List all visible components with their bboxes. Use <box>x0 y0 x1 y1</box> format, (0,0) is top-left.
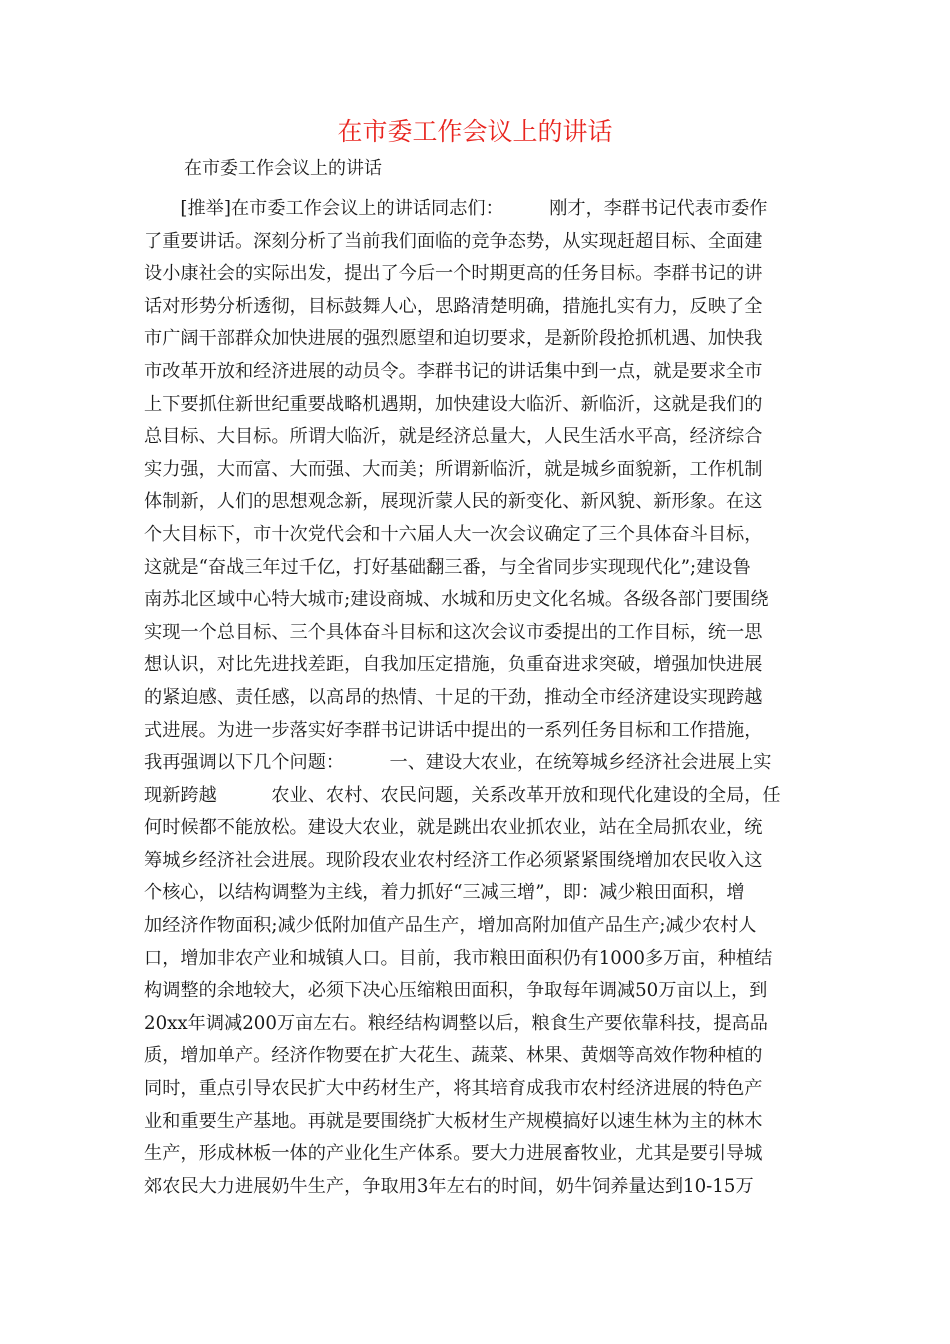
body-text-line: 业和重要生产基地。再就是要围绕扩大板材生产规模搞好以速生林为主的林木 <box>144 1110 763 1132</box>
body-text-line: 口，增加非农产业和城镇人口。目前，我市粮田面积仍有1000多万亩，种植结 <box>144 947 773 969</box>
body-text-line: 南苏北区域中心特大城市;建设商城、水城和历史文化名城。各级各部门要围绕 <box>144 589 769 611</box>
body-text-line: 上下要抓住新世纪重要战略机遇期，加快建设大临沂、新临沂，这就是我们的 <box>144 393 763 415</box>
body-text-line: 市改革开放和经济进展的动员令。李群书记的讲话集中到一点，就是要求全市 <box>144 360 763 382</box>
body-text-line: 式进展。为进一步落实好李群书记讲话中提出的一系列任务目标和工作措施， <box>144 719 763 741</box>
body-text-line: 20xx年调减200万亩左右。粮经结构调整以后，粮食生产要依靠科技，提高品 <box>144 1012 768 1034</box>
body-text-line: 个大目标下，市十次党代会和十六届人大一次会议确定了三个具体奋斗目标， <box>144 523 763 545</box>
body-text-line: 总目标、大目标。所谓大临沂，就是经济总量大，人民生活水平高，经济综合 <box>144 426 763 448</box>
body-text-line: 现新跨越 农业、农村、农民问题，关系改革开放和现代化建设的全局，任 <box>144 784 781 806</box>
body-text-line: 同时，重点引导农民扩大中药材生产，将其培育成我市农村经济进展的特色产 <box>144 1078 763 1100</box>
body-text-line: 实现一个总目标、三个具体奋斗目标和这次会议市委提出的工作目标，统一思 <box>144 621 763 643</box>
body-text-line: 加经济作物面积;减少低附加值产品生产，增加高附加值产品生产;减少农村人 <box>144 915 757 937</box>
body-text-line: 了重要讲话。深刻分析了当前我们面临的竞争态势，从实现赶超目标、全面建 <box>144 230 763 252</box>
body-text-line: 想认识，对比先进找差距，自我加压定措施，负重奋进求突破，增强加快进展 <box>144 654 763 676</box>
body-text-line: [推举]在市委工作会议上的讲话同志们： 刚才，李群书记代表市委作 <box>144 198 768 219</box>
body-text-line: 设小康社会的实际出发，提出了今后一个时期更高的任务目标。李群书记的讲 <box>144 263 763 285</box>
body-text-line: 何时候都不能放松。建设大农业，就是跳出农业抓农业，站在全局抓农业，统 <box>144 817 763 839</box>
body-text-line: 生产，形成林板一体的产业化生产体系。要大力进展畜牧业，尤其是要引导城 <box>144 1143 763 1165</box>
body-text-line: 这就是“奋战三年过千亿，打好基础翻三番，与全省同步实现现代化”;建设鲁 <box>144 556 751 578</box>
body-text-line: 筹城乡经济社会进展。现阶段农业农村经济工作必须紧紧围绕增加农民收入这 <box>144 849 763 871</box>
body-text-line: 话对形势分析透彻，目标鼓舞人心，思路清楚明确，措施扎实有力，反映了全 <box>144 295 763 317</box>
body-text-line: 实力强，大而富、大而强、大而美；所谓新临沂，就是城乡面貌新，工作机制 <box>144 458 763 480</box>
body-text-line: 质，增加单产。经济作物要在扩大花生、蔬菜、林果、黄烟等高效作物种植的 <box>144 1045 763 1067</box>
body-text-line: 构调整的余地较大，必须下决心压缩粮田面积，争取每年调减50万亩以上，到 <box>144 980 768 1002</box>
body-text-line: 我再强调以下几个问题： 一、建设大农业，在统筹城乡经济社会进展上实 <box>144 752 772 774</box>
body-text-line: 体制新，人们的思想观念新，展现沂蒙人民的新变化、新风貌、新形象。在这 <box>144 491 763 513</box>
body-text-line: 市广阔干部群众加快进展的强烈愿望和迫切要求，是新阶段抢抓机遇、加快我 <box>144 328 763 350</box>
document-title: 在市委工作会议上的讲话 <box>337 117 613 146</box>
body-text-line: 的紧迫感、责任感，以高昂的热情、十足的干劲，推动全市经济建设实现跨越 <box>144 686 763 708</box>
body-text-line: 郊农民大力进展奶牛生产，争取用3年左右的时间，奶牛饲养量达到10-15万 <box>144 1175 754 1197</box>
document-subtitle: 在市委工作会议上的讲话 <box>184 158 382 179</box>
body-text-line: 个核心，以结构调整为主线，着力抓好“三减三增”，即：减少粮田面积，增 <box>144 882 745 904</box>
document-body <box>144 193 804 1203</box>
